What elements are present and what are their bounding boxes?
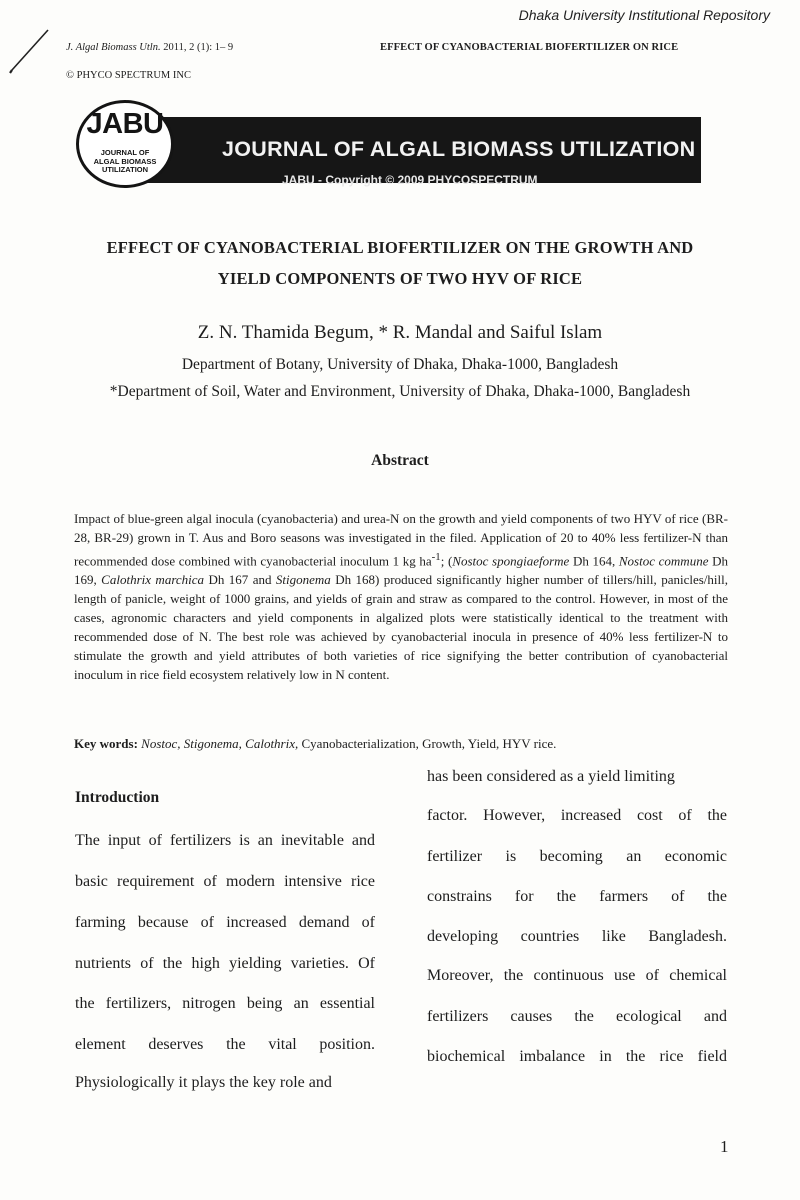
species-name: Calothrix marchica bbox=[101, 572, 205, 588]
abstract-text: Dh 168) produced significantly higher number of tillers/hill, panicles/hill, length of panicle, weight of 1000 grains, and yields of grain and straw as compared to the control. However, in most of the cases, agronomic characters and yield components in algalized plots were statistically identical to the treatment with recommended dose of N. The best role was achieved by cyanobacterial inocula in presence of 40% less fertilizer-N to stimulate the growth and yield attributes of both varieties of rice signifying the better contribution of cyanobacterial inoculum in rice field ecosystem relatively low in N content. bbox=[74, 572, 728, 682]
text-line: basic requirement of modern intensive rice bbox=[75, 873, 375, 890]
keywords bbox=[74, 736, 556, 752]
affiliation-2: *Department of Soil, Water and Environment, University of Dhaka, Dhaka-1000, Bangladesh bbox=[109, 383, 691, 400]
banner-title: JOURNAL OF ALGAL BIOMASS UTILIZATION bbox=[222, 137, 696, 161]
text-line: the fertilizers, nitrogen being an essential bbox=[75, 995, 375, 1012]
logo-abbr: JABU bbox=[86, 108, 164, 140]
title-line: YIELD COMPONENTS OF TWO HYV OF RICE bbox=[217, 269, 583, 288]
text-line: element deserves the vital position. bbox=[75, 1036, 375, 1053]
jabu-logo bbox=[76, 100, 174, 188]
keywords-genera: Nostoc, Stigonema, Calothrix, bbox=[141, 736, 299, 751]
abstract-text: Dh 164, bbox=[569, 553, 619, 569]
logo-subtitle-line: UTILIZATION bbox=[101, 165, 149, 175]
page-number: 1 bbox=[720, 1137, 729, 1156]
abstract-body bbox=[74, 510, 728, 684]
text-line: fertilizer is becoming an economic bbox=[427, 848, 727, 865]
text-line: developing countries like Bangladesh. bbox=[427, 928, 727, 945]
text-line: The input of fertilizers is an inevitable and bbox=[75, 832, 375, 849]
abstract-heading: Abstract bbox=[371, 452, 429, 469]
affiliation-1: Department of Botany, University of Dhaka, Dhaka-1000, Bangladesh bbox=[181, 356, 619, 373]
species-name: Nostoc spongiaeforme bbox=[452, 553, 570, 569]
copyright-line: © PHYCO SPECTRUM INC bbox=[66, 70, 191, 81]
text-line: factor. However, increased cost of the bbox=[427, 807, 727, 824]
logo-subtitle bbox=[93, 149, 157, 175]
text-line: has been considered as a yield limiting bbox=[427, 768, 675, 785]
text-line: biochemical imbalance in the rice field bbox=[427, 1048, 727, 1065]
text-line: farming because of increased demand of bbox=[75, 914, 375, 931]
abstract-superscript: -1 bbox=[431, 550, 441, 563]
paper-title bbox=[40, 232, 760, 294]
text-line: Moreover, the continuous use of chemical bbox=[427, 967, 727, 984]
text-line: constrains for the farmers of the bbox=[427, 888, 727, 905]
pen-mark bbox=[8, 28, 52, 74]
text-line: fertilizers causes the ecological and bbox=[427, 1008, 727, 1025]
banner-copyright: JABU - Copyright © 2009 PHYCOSPECTRUM bbox=[282, 173, 538, 187]
keywords-label: Key words: bbox=[74, 736, 138, 751]
title-line: EFFECT OF CYANOBACTERIAL BIOFERTILIZER ON THE GROWTH AND bbox=[106, 238, 694, 257]
citation bbox=[66, 42, 233, 53]
logo-subtitle-line: ALGAL BIOMASS bbox=[93, 156, 157, 166]
abstract-text: Impact of blue-green algal inocula (cyanobacteria) and urea-N on the growth and yield components of two HYV of rice (BR-28, BR-29) grown in T. Aus and Boro seasons was investigated in the filed. Application of 20 to 40% less fertilizer-N than recommended dose combined with cyanobacterial inoculum 1 kg ha bbox=[74, 511, 728, 569]
introduction-heading: Introduction bbox=[75, 789, 160, 806]
citation-details: 2011, 2 (1): 1– 9 bbox=[163, 42, 234, 53]
logo-subtitle-line: JOURNAL OF bbox=[100, 148, 150, 157]
species-name: Stigonema bbox=[275, 572, 331, 588]
abstract-text: Dh 169, bbox=[74, 553, 729, 588]
abstract-text: ; ( bbox=[440, 553, 453, 569]
abstract-text: Dh 167 and bbox=[204, 572, 276, 588]
authors: Z. N. Thamida Begum, * R. Mandal and Saiful Islam bbox=[197, 322, 603, 343]
banner-bar bbox=[104, 117, 701, 187]
journal-abbr: J. Algal Biomass Utln. bbox=[66, 42, 161, 53]
journal-banner bbox=[76, 100, 701, 190]
species-name: Nostoc commune bbox=[618, 553, 709, 569]
text-line: Physiologically it plays the key role and bbox=[75, 1074, 332, 1091]
text-line: nutrients of the high yielding varieties. Of bbox=[75, 955, 375, 972]
running-head: EFFECT OF CYANOBACTERIAL BIOFERTILIZER ON RICE bbox=[380, 42, 679, 53]
keywords-rest: Cyanobacterialization, Growth, Yield, HYV rice. bbox=[298, 736, 557, 751]
repository-label: Dhaka University Institutional Repository bbox=[518, 7, 770, 23]
